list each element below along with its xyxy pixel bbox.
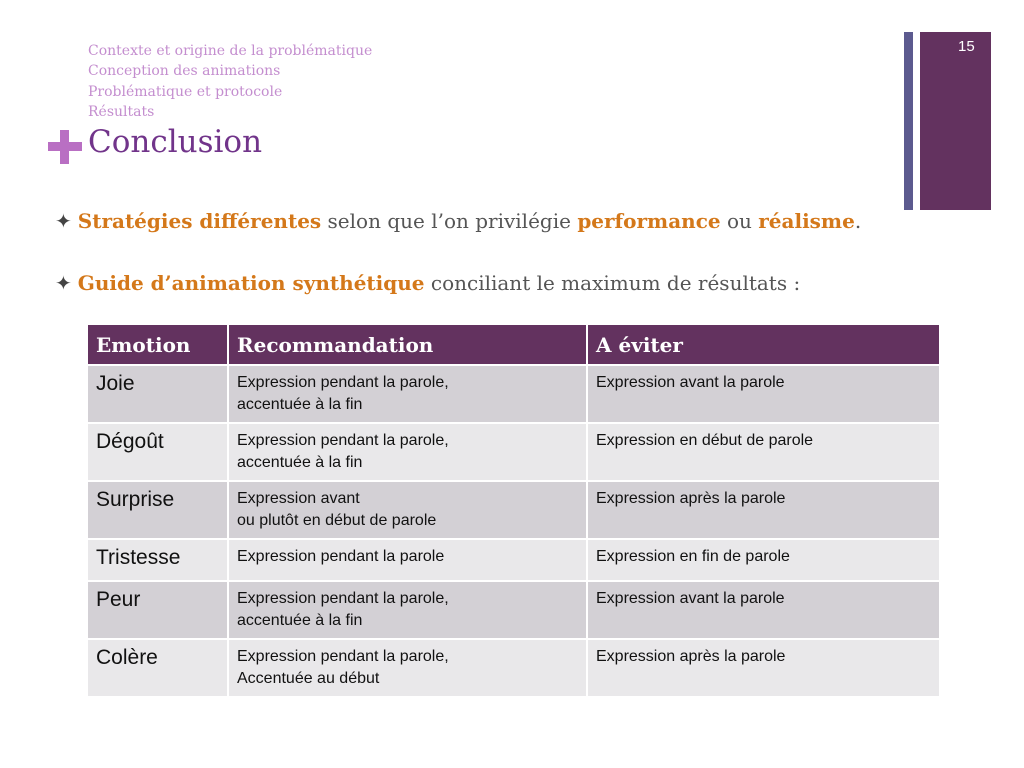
section-nav: [88, 41, 372, 122]
star-bullet-icon: ✦: [55, 271, 72, 295]
cell-a-eviter: Expression après la parole: [587, 639, 940, 697]
cell-recommandation: Expression pendant la parole, accentuée à la fin: [228, 581, 587, 639]
highlight-guide: Guide d’animation synthétique: [77, 271, 425, 295]
cell-recommandation: Expression pendant la parole, accentuée à la fin: [228, 423, 587, 481]
header-a-eviter: A éviter: [587, 324, 940, 365]
recommendation-table: [86, 323, 941, 698]
cell-a-eviter: Expression avant la parole: [587, 365, 940, 423]
decorative-thin-bar: [904, 32, 913, 210]
page-title: Conclusion: [88, 124, 263, 160]
nav-item-context[interactable]: Contexte et origine de la problématique: [88, 43, 373, 59]
bullet-guide: [55, 271, 800, 295]
cell-a-eviter: Expression en début de parole: [587, 423, 940, 481]
cell-emotion: Dégoût: [87, 423, 228, 481]
nav-item-protocol[interactable]: Problématique et protocole: [88, 83, 283, 100]
cell-emotion: Peur: [87, 581, 228, 639]
table-row: [87, 581, 940, 639]
bullet-text: ou: [720, 209, 759, 233]
table-row: [87, 423, 940, 481]
table-row: [87, 639, 940, 697]
bullet-text: selon que l’on privilégie: [321, 209, 578, 233]
cell-recommandation: Expression pendant la parole: [228, 539, 587, 581]
cell-a-eviter: Expression avant la parole: [587, 581, 940, 639]
cell-emotion: Tristesse: [87, 539, 228, 581]
star-bullet-icon: ✦: [55, 209, 72, 233]
cell-a-eviter: Expression après la parole: [587, 481, 940, 539]
header-emotion: Emotion: [87, 324, 228, 365]
cell-recommandation: Expression pendant la parole, Accentuée au début: [228, 639, 587, 697]
table-row: [87, 365, 940, 423]
header-recommandation: Recommandation: [228, 324, 587, 365]
cell-recommandation: Expression avant ou plutôt en début de parole: [228, 481, 587, 539]
bullet-text: conciliant le maximum de résultats :: [424, 271, 801, 295]
table-row: [87, 539, 940, 581]
nav-item-animations[interactable]: Conception des animations: [88, 63, 281, 80]
cell-a-eviter: Expression en fin de parole: [587, 539, 940, 581]
decorative-thick-bar: [920, 32, 991, 210]
nav-item-results[interactable]: Résultats: [88, 103, 155, 120]
cell-emotion: Colère: [87, 639, 228, 697]
bullet-strategies: [55, 209, 861, 233]
cell-emotion: Surprise: [87, 481, 228, 539]
highlight-realisme: réalisme: [758, 209, 855, 233]
page-number: 15: [958, 38, 975, 55]
highlight-strategies: Stratégies différentes: [77, 209, 322, 233]
plus-icon: [48, 130, 82, 164]
table-header-row: [87, 324, 940, 365]
cell-recommandation: Expression pendant la parole, accentuée à la fin: [228, 365, 587, 423]
highlight-performance: performance: [577, 209, 721, 233]
table-row: [87, 481, 940, 539]
bullet-text: .: [854, 209, 862, 233]
cell-emotion: Joie: [87, 365, 228, 423]
